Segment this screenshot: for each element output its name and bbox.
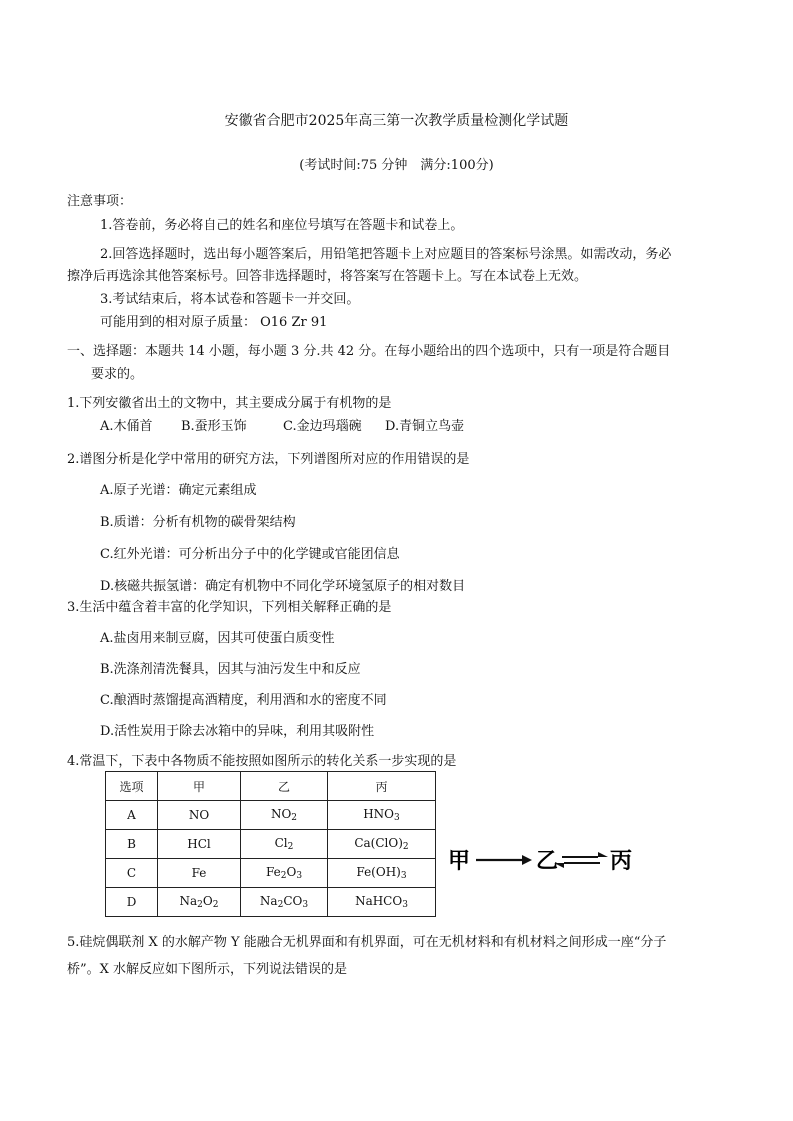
section-heading: 一、选择题：本题共 14 小题，每小题 3 分.共 42 分。在每小题给出的四个选项中，只有一项是符合题目 (67, 344, 671, 359)
section-heading-cont: 要求的。 (91, 367, 144, 382)
note-item: 可能用到的相对原子质量： O16 Zr 91 (100, 315, 328, 330)
option: D.活性炭用于除去冰箱中的异味，利用其吸附性 (100, 724, 375, 739)
table-header-row (106, 772, 436, 801)
table-header: 选项 (106, 772, 158, 801)
options-table (105, 771, 436, 917)
question-stem: 3.生活中蕴含着丰富的化学知识，下列相关解释正确的是 (67, 600, 392, 615)
option: B.质谱：分析有机物的碳骨架结构 (100, 515, 296, 530)
note-item: 3.考试结束后，将本试卷和答题卡一并交回。 (100, 292, 360, 307)
question-stem-cont: 桥”。X 水解反应如下图所示，下列说法错误的是 (67, 962, 348, 977)
diagram-label-jia: 甲 (448, 849, 471, 874)
formula-cell: $Fe(OH)_3$ (328, 859, 436, 888)
option: C.酿酒时蒸馏提高酒精度，利用酒和水的密度不同 (100, 693, 387, 708)
formula-cell: Fe (158, 859, 241, 888)
option: A.盐卤用来制豆腐，因其可使蛋白质变性 (100, 631, 335, 646)
formula-cell: NaHCO$_3$ (328, 888, 436, 917)
question-stem: 4.常温下，下表中各物质不能按照如图所示的转化关系一步实现的是 (67, 754, 457, 769)
formula-cell: $Na_2O_2$ (158, 888, 241, 917)
option: B.洗涤剂清洗餐具，因其与油污发生中和反应 (100, 662, 361, 677)
arrow-head (522, 855, 532, 865)
option-letter: A (106, 801, 158, 830)
notes-heading: 注意事项： (67, 194, 133, 209)
option-letter: D (106, 888, 158, 917)
diagram-label-yi: 乙 (536, 849, 559, 874)
option: C.红外光谱：可分析出分子中的化学键或官能团信息 (100, 547, 400, 562)
diagram-label-bing: 丙 (610, 849, 633, 874)
formula-cell: $Fe_2O_3$ (241, 859, 328, 888)
formula-cell: NO (158, 801, 241, 830)
table-header: 乙 (241, 772, 328, 801)
question-stem: 1.下列安徽省出土的文物中，其主要成分属于有机物的是 (67, 396, 392, 411)
option: D.青铜立鸟壶 (385, 419, 465, 434)
note-item: 2.回答选择题时，选出每小题答案后，用铅笔把答题卡上对应题目的答案标号涂黑。如需改动，务必 (100, 247, 672, 262)
formula-cell: HCl (158, 830, 241, 859)
question-stem: 5.硅烷偶联剂 X 的水解产物 Y 能融合无机界面和有机界面，可在无机材料和有机材料之间形成一座“分子 (67, 935, 667, 950)
table-row (106, 888, 436, 917)
option-letter: C (106, 859, 158, 888)
page-title: 安徽省合肥市2025年高三第一次教学质量检测化学试题 (224, 113, 569, 129)
option: A.木俑首 (100, 419, 153, 434)
option: D.核磁共振氢谱：确定有机物中不同化学环境氢原子的相对数目 (100, 579, 466, 594)
table-row (106, 859, 436, 888)
exam-info: (考试时间:75 分钟 满分:100分) (299, 158, 494, 173)
note-item: 1.答卷前，务必将自己的姓名和座位号填写在答题卡和试卷上。 (100, 218, 464, 233)
formula-cell: $Ca(ClO)_2$ (328, 830, 436, 859)
formula-cell: $NO_2$ (241, 801, 328, 830)
table-header: 丙 (328, 772, 436, 801)
option-letter: B (106, 830, 158, 859)
table-row (106, 801, 436, 830)
note-item: 擦净后再选涂其他答案标号。回答非选择题时，将答案写在答题卡上。写在本试卷上无效。 (67, 269, 588, 284)
arrow-head (598, 852, 608, 857)
question-stem: 2.谱图分析是化学中常用的研究方法，下列谱图所对应的作用错误的是 (67, 452, 470, 467)
table-row (106, 830, 436, 859)
option: B.蚕形玉饰 (181, 419, 247, 434)
conversion-diagram (448, 840, 638, 880)
formula-cell: $Na_2CO_3$ (241, 888, 328, 917)
option: A.原子光谱：确定元素组成 (100, 483, 257, 498)
table-header: 甲 (158, 772, 241, 801)
formula-cell: $Cl_2$ (241, 830, 328, 859)
formula-cell: $HNO_3$ (328, 801, 436, 830)
option: C.金边玛瑙碗 (283, 419, 362, 434)
